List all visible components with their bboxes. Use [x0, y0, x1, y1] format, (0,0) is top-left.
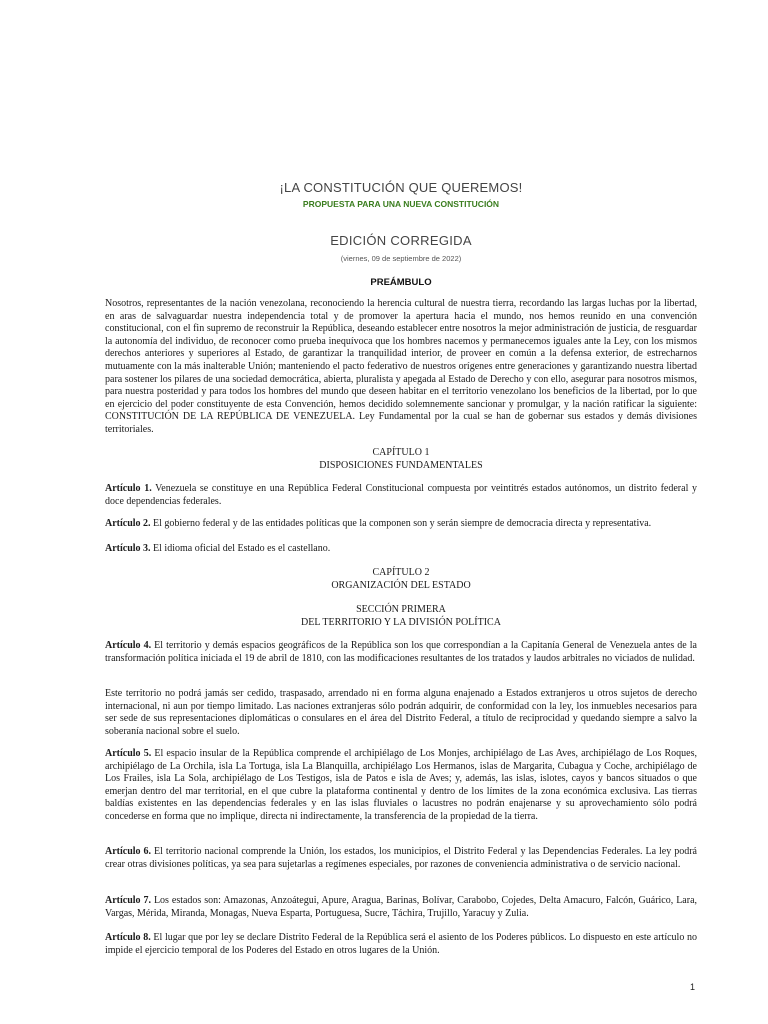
- preamble-text-block: [105, 298, 697, 437]
- section-1-heading-block: [105, 604, 697, 629]
- document-title: ¡LA CONSTITUCIÓN QUE QUEREMOS!: [279, 180, 523, 195]
- article-6-text: El territorio nacional comprende la Unión, los estados, los municipios, el Distrito Federal y las Dependencias Federales. La ley podrá crear otras divisiones políticas, ya sea para sujetarlas a regímenes especiales, por razones de conveniencia administrativa o de servicio nacional.: [105, 846, 697, 870]
- article-4-continuation-text: Este territorio no podrá jamás ser cedido, traspasado, arrendado ni en forma alguna enajenado a Estados extranjeros u otros sujetos de derecho internacional, ni aun por tiempo limitado. Las naciones extranjeras sólo podrán adquirir, de conformidad con la ley, los inmuebles necesarios para ser sede de sus representaciones diplomáticas o consulares en el área del Distrito Federal, a título de reciprocidad y quedando siempre a salvo la soberanía nacional sobre el suelo.: [105, 688, 697, 737]
- article-2: [105, 518, 697, 531]
- article-4: [105, 640, 697, 665]
- article-6-label: Artículo 6.: [105, 846, 152, 857]
- article-4-paragraph-2: [105, 688, 697, 738]
- chapter-1-heading: CAPÍTULO 1: [372, 447, 430, 458]
- preamble-heading: PREÁMBULO: [370, 277, 432, 288]
- article-7-text: Los estados son: Amazonas, Anzoátegui, Apure, Aragua, Barinas, Bolívar, Carabobo, Cojedes, Delta Amacuro, Falcón, Guárico, Lara, Vargas, Mérida, Miranda, Monagas, Nueva Esparta, Portuguesa, Sucre, Táchira, Trujillo, Yaracuy y Zulia.: [105, 895, 698, 919]
- article-2-label: Artículo 2.: [105, 518, 151, 529]
- article-4-text: El territorio y demás espacios geográficos de la República son los que correspondían a la Capitanía General de Venezuela antes de la transformación política iniciada el 19 de abril de 1810, con las modificaciones resultantes de los tratados y laudos arbitrales no viciados de nulidad.: [105, 640, 697, 664]
- chapter-2-heading-block: [105, 567, 697, 592]
- article-1-label: Artículo 1.: [105, 483, 152, 494]
- article-7-label: Artículo 7.: [105, 895, 151, 906]
- preamble-paragraph: Nosotros, representantes de la nación venezolana, reconociendo la herencia cultural de nuestra tierra, recordando las largas luchas por la libertad, en aras de salvaguardar nuestra independencia total y de promover la apertura hacia el mundo, nos hemos reunido en una convención constitucional, con el fin supremo de reconstruir la República, deseando establecer entre nosotros la mejor administración de justicia, de resguardar la autonomía del individuo, de reconocer como prueba inequívoca que los hombres nacemos y permanecemos iguales ante la Ley, con los mismos derechos anteriores y superiores al Estado, de garantizar la tranquilidad interior, de proveer en común a la defensa exterior, de estrecharnos mutuamente con la más inalterable Unión; manteniendo el pacto federativo de nuestros orígenes entre generaciones y garantizando nuestra libertad para sostener los pilares de una sociedad democrática, abierta, pluralista y apegada al Estado de Derecho y con ello, asegurar para nosotros mismos, para nuestra posteridad y para todos los hombres del mundo que deseen habitar en el territorio venezolano los beneficios de la libertad, por lo que en ejercicio del poder constituyente de esta Convención, hemos decidido solemnemente sancionar y promulgar, y la nación ratificar la siguiente: CONSTITUCIÓN DE LA REPÚBLICA DE VENEZUELA. Ley Fundamental por la cual se han de gobernar sus estados y demás divisiones territoriales.: [105, 298, 697, 435]
- article-4-label: Artículo 4.: [105, 640, 152, 651]
- article-5-text: El espacio insular de la República comprende el archipiélago de Los Monjes, archipiélago de Las Aves, archipiélago de Los Roques, archipiélago de La Orchila, isla La Tortuga, isla La Blanquilla, archipiélago Los Hermanos, islas de Margarita, Cubagua y Coche, archipiélago de Los Frailes, isla La Sola, archipiélago de Los Testigos, isla de Patos e isla de Aves; y, además, las islas, islotes, cayos y bancos situados o que emerjan dentro del mar territorial, en el que cubre la plataforma continental y dentro de los límites de la zona económica exclusiva. Las tierras baldías existentes en las dependencias federales y en las islas fluviales o lacustres no podrán enajenarse y su aprovechamiento sólo podrá concederse en forma que no implique, directa ni indirectamente, la transferencia de la propiedad de la tierra.: [105, 748, 697, 822]
- article-8-text: El lugar que por ley se declare Distrito Federal de la República será el asiento de los Poderes públicos. Lo dispuesto en este artículo no impide el ejercicio temporal de los Poderes del Estado en otros lugares de la Unión.: [105, 932, 698, 956]
- article-8: [105, 932, 697, 957]
- article-3-text: El idioma oficial del Estado es el castellano.: [150, 543, 331, 554]
- article-3: [105, 543, 697, 556]
- article-5: [105, 748, 697, 824]
- chapter-2-name: ORGANIZACIÓN DEL ESTADO: [331, 579, 471, 591]
- document-subtitle: PROPUESTA PARA UNA NUEVA CONSTITUCIÓN: [302, 199, 500, 209]
- article-6: [105, 846, 697, 871]
- chapter-1-name: DISPOSICIONES FUNDAMENTALES: [319, 459, 483, 471]
- edition-date: (viernes, 09 de septiembre de 2022): [340, 254, 462, 263]
- chapter-2-heading: CAPÍTULO 2: [372, 567, 430, 578]
- article-3-label: Artículo 3.: [105, 543, 151, 554]
- page-number: 1: [690, 982, 696, 992]
- edition-label: EDICIÓN CORREGIDA: [330, 233, 472, 248]
- chapter-1-heading-block: [105, 447, 697, 472]
- section-1-heading: SECCIÓN PRIMERA: [356, 604, 446, 615]
- article-1-text: Venezuela se constituye en una República Federal Constitucional compuesta por veintitrés estados autónomos, un distrito federal y doce dependencias federales.: [105, 483, 698, 507]
- section-1-name: DEL TERRITORIO Y LA DIVISIÓN POLÍTICA: [301, 616, 501, 628]
- article-2-text: El gobierno federal y de las entidades políticas que la componen son y serán siempre de democracia directa y representativa.: [150, 518, 652, 529]
- article-7: [105, 895, 697, 920]
- article-5-label: Artículo 5.: [105, 748, 152, 759]
- article-1: [105, 483, 697, 508]
- article-8-label: Artículo 8.: [105, 932, 151, 943]
